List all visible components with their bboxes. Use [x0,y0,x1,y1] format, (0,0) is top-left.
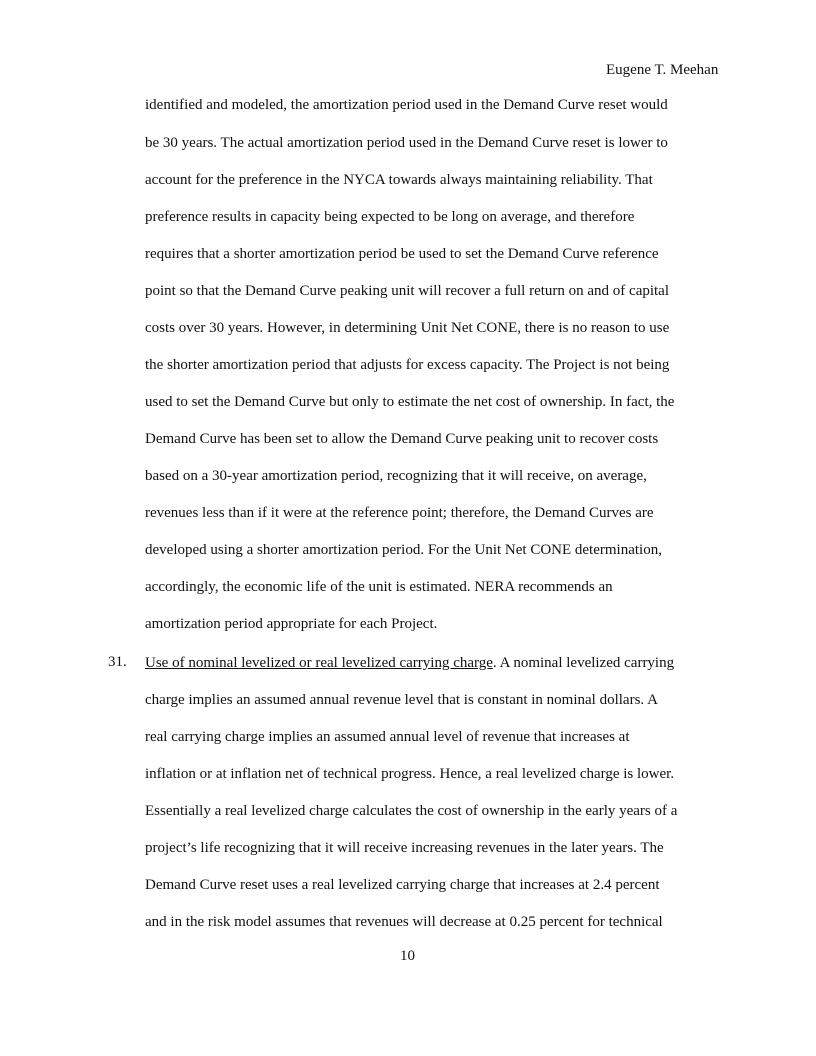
body-line: account for the preference in the NYCA towards always maintaining reliability. That [145,172,653,188]
body-line: developed using a shorter amortization period. For the Unit Net CONE determination, [145,542,662,558]
body-line: accordingly, the economic life of the unit is estimated. NERA recommends an [145,579,613,595]
body-line: real carrying charge implies an assumed annual level of revenue that increases at [145,729,630,745]
body-line: Demand Curve reset uses a real levelized carrying charge that increases at 2.4 percent [145,877,660,893]
body-line: revenues less than if it were at the reference point; therefore, the Demand Curves are [145,505,654,521]
body-line: be 30 years. The actual amortization period used in the Demand Curve reset is lower to [145,135,668,151]
body-line: preference results in capacity being expected to be long on average, and therefore [145,209,635,225]
body-line: and in the risk model assumes that revenues will decrease at 0.25 percent for technical [145,914,663,930]
section-number: 31. [108,654,127,670]
body-line: used to set the Demand Curve but only to estimate the net cost of ownership. In fact, the [145,394,675,410]
body-line: inflation or at inflation net of technical progress. Hence, a real levelized charge is lower. [145,766,675,782]
body-line: requires that a shorter amortization period be used to set the Demand Curve reference [145,246,659,262]
section-heading: Use of nominal levelized or real levelized carrying charge [145,655,493,671]
body-line: Demand Curve has been set to allow the Demand Curve peaking unit to recover costs [145,431,659,447]
body-line: based on a 30-year amortization period, recognizing that it will receive, on average, [145,468,647,484]
section-first-line [145,654,674,672]
body-line: costs over 30 years. However, in determining Unit Net CONE, there is no reason to use [145,320,670,336]
body-line: Essentially a real levelized charge calculates the cost of ownership in the early years of a [145,803,678,819]
body-line: identified and modeled, the amortization period used in the Demand Curve reset would [145,97,668,113]
body-line: amortization period appropriate for each Project. [145,616,438,632]
page-number: 10 [400,948,415,964]
header-author: Eugene T. Meehan [606,62,719,78]
body-line: charge implies an assumed annual revenue level that is constant in nominal dollars. A [145,692,658,708]
body-line: point so that the Demand Curve peaking unit will recover a full return on and of capital [145,283,670,299]
body-line: the shorter amortization period that adjusts for excess capacity. The Project is not being [145,357,670,373]
body-line: project’s life recognizing that it will receive increasing revenues in the later years. The [145,840,664,856]
section-first-line-rest: . A nominal levelized carrying [492,655,675,671]
